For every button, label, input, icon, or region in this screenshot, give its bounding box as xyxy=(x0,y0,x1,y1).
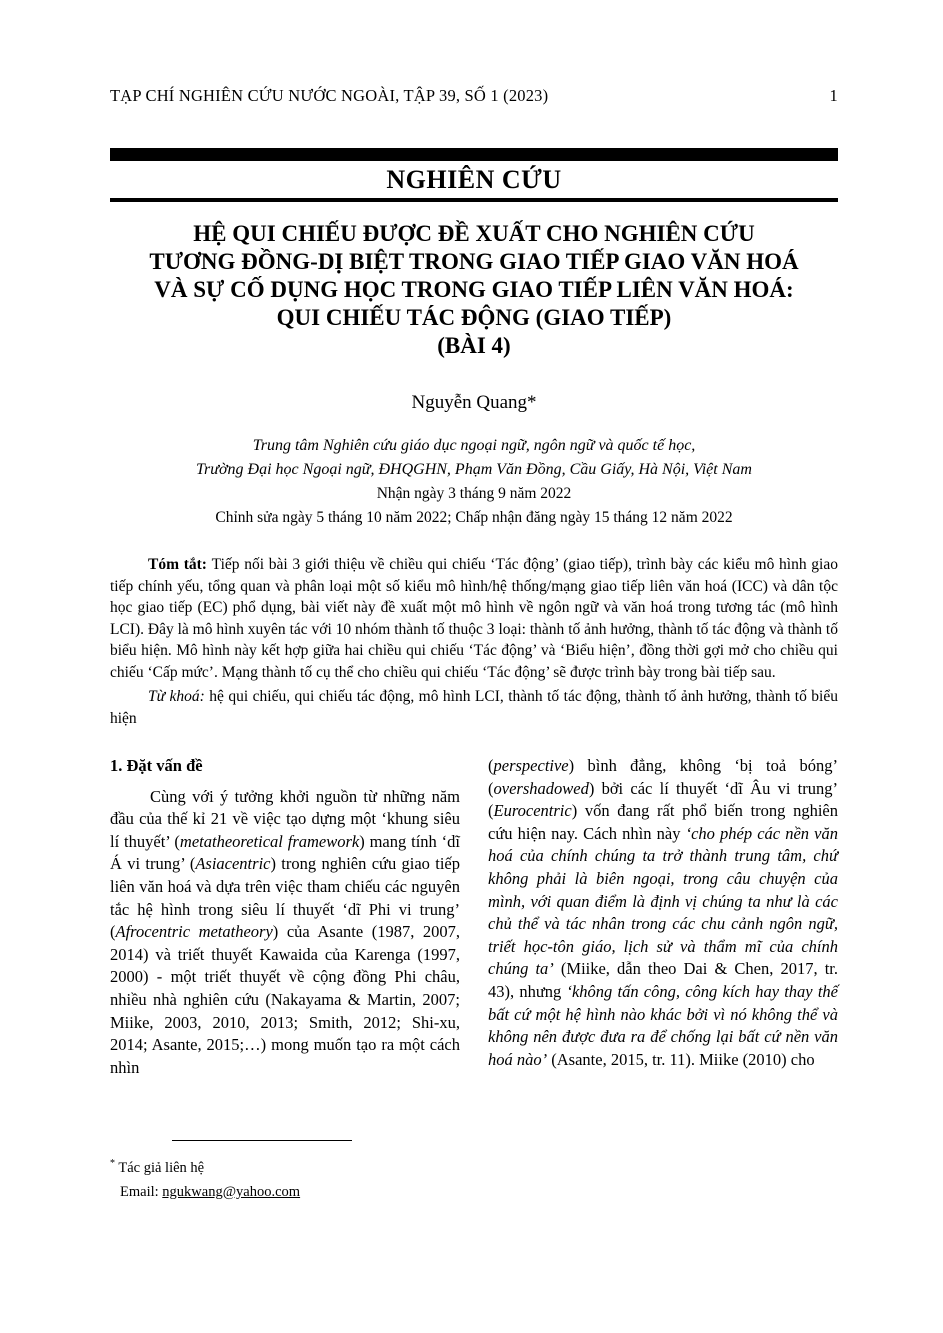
article-title xyxy=(110,220,838,360)
two-column-body xyxy=(110,755,838,1079)
received-date: Nhận ngày 3 tháng 9 năm 2022 xyxy=(376,485,572,502)
article-title-line: TƯƠNG ĐỒNG-DỊ BIỆT TRONG GIAO TIẾP GIAO VĂN HOÁ xyxy=(149,249,799,274)
author-name: Nguyễn Quang* xyxy=(411,392,537,413)
journal-title: TẠP CHÍ NGHIÊN CỨU NƯỚC NGOÀI, TẬP 39, SỐ 1 (2023) xyxy=(110,86,549,105)
revised-accepted-date: Chỉnh sửa ngày 5 tháng 10 năm 2022; Chấp nhận đăng ngày 15 tháng 12 năm 2022 xyxy=(215,509,733,526)
keywords-paragraph: Từ khoá: hệ qui chiếu, qui chiếu tác động, mô hình LCI, thành tố tác động, thành tố ảnh hưởng, thành tố biểu hiện xyxy=(110,688,838,727)
affiliation-line: Trung tâm Nghiên cứu giáo dục ngoại ngữ, ngôn ngữ và quốc tế học, xyxy=(252,437,696,454)
section-1-paragraph-left: Cùng với ý tưởng khởi nguồn từ những năm đầu của thế kỉ 21 về việc tạo dựng một ‘khung siêu lí thuyết’ (metatheoretical framework) mang tính ‘dĩ Á vi trung’ (Asiacentric) trong nghiên cứu giao tiếp liên văn hoá và dựa trên việc tham chiếu các nguyên tắc hệ hình trong siêu lí thuyết ‘dĩ Phi vi trung’ (Afrocentric metatheory) của Asante (1987, 2007, 2014) và triết thuyết Kawaida của Karenga (1997, 2000) - một triết thuyết về cộng đồng Phi châu, nhiều nhà nghiên cứu (Nakayama & Martin, 2007; Miike, 2003, 2010, 2013; Smith, 2012; Shi-xu, 2014; Asante, 2015;…) mong muốn tạo ra một cách nhìn xyxy=(110,786,461,1077)
abstract-paragraph: Tóm tắt: Tiếp nối bài 3 giới thiệu về chiều qui chiếu ‘Tác động’ (giao tiếp), trình bày các kiểu mô hình giao tiếp chính yếu, tổng quan và phân loại một số kiểu mô hình/hệ thống/mạng giao tiếp liên văn hoá (ICC) và dân tộc học giao tiếp (EC) phổ dụng, bài viết này đề xuất một mô hình về ngôn ngữ và văn hoá trong tương tác (mô hình LCI). Đây là mô hình xuyên tác với 10 nhóm thành tố thuộc 3 loại: thành tố ảnh hưởng, thành tố tác động và thành tố biểu hiện. Mô hình này kết hợp giữa hai chiều qui chiếu ‘Tác động’ và ‘Biểu hiện’, đồng thời gợi mở cho chiều qui chiếu ‘Cấp mức’. Mạng thành tố cụ thể cho chiều qui chiếu ‘Tác động’ sẽ được trình bày trong bài tiếp sau. xyxy=(110,556,838,681)
right-column xyxy=(488,755,838,1079)
article-title-line: QUI CHIẾU TÁC ĐỘNG (GIAO TIẾP) xyxy=(276,305,672,330)
section-1-heading: 1. Đặt vấn đề xyxy=(110,756,203,775)
section-banner-label: NGHIÊN CỨU xyxy=(386,165,562,194)
article-dates xyxy=(110,482,838,530)
article-title-line: HỆ QUI CHIẾU ĐƯỢC ĐỀ XUẤT CHO NGHIÊN CỨU xyxy=(193,221,755,246)
section-banner xyxy=(110,148,838,202)
affiliation xyxy=(110,434,838,482)
left-column xyxy=(110,755,460,1079)
footnote-area xyxy=(110,1140,352,1203)
page-header xyxy=(110,86,838,106)
article-title-line: VÀ SỰ CỐ DỤNG HỌC TRONG GIAO TIẾP LIÊN VĂN HOÁ: xyxy=(154,277,794,302)
section-1-paragraph-right: (perspective) bình đẳng, không ‘bị toả bóng’ (overshadowed) bởi các lí thuyết ‘dĩ Âu vi trung’ (Eurocentric) vốn đang rất phổ biến trong nghiên cứu hiện nay. Cách nhìn này ‘cho phép các nền văn hoá của chính chúng ta trở thành trung tâm, chứ không phải là biên ngoại, trong câu chuyện của mình, với quan điểm là định vị chúng ta như là các chủ thể và tác nhân trong các chu cảnh ngôn ngữ, triết học-tôn giáo, lịch sử và thẩm mĩ của chính chúng ta’ (Miike, dẫn theo Dai & Chen, 2017, tr. 43), nhưng ‘không tấn công, công kích hay thay thế bất cứ một hệ hình nào khác bởi vì nó không thể và không nên được đưa ra để chống lại bất cứ nền văn hoá nào’ (Asante, 2015, tr. 11). Miike (2010) cho xyxy=(488,756,839,1069)
page-number: 1 xyxy=(829,86,838,105)
footnote-text: Tác giả liên hệ xyxy=(115,1159,205,1176)
email-line xyxy=(120,1182,352,1203)
banner-top-bar xyxy=(110,148,838,161)
footnote-separator xyxy=(172,1140,352,1141)
affiliation-line: Trường Đại học Ngoại ngữ, ĐHQGHN, Phạm Văn Đồng, Cầu Giấy, Hà Nội, Việt Nam xyxy=(196,461,752,478)
email-link[interactable]: ngukwang@yahoo.com xyxy=(162,1183,301,1200)
corresponding-author-note xyxy=(110,1153,352,1179)
footnote-marker: * xyxy=(110,1158,115,1169)
email-label: Email: xyxy=(120,1183,163,1200)
article-title-line: (BÀI 4) xyxy=(437,333,511,358)
